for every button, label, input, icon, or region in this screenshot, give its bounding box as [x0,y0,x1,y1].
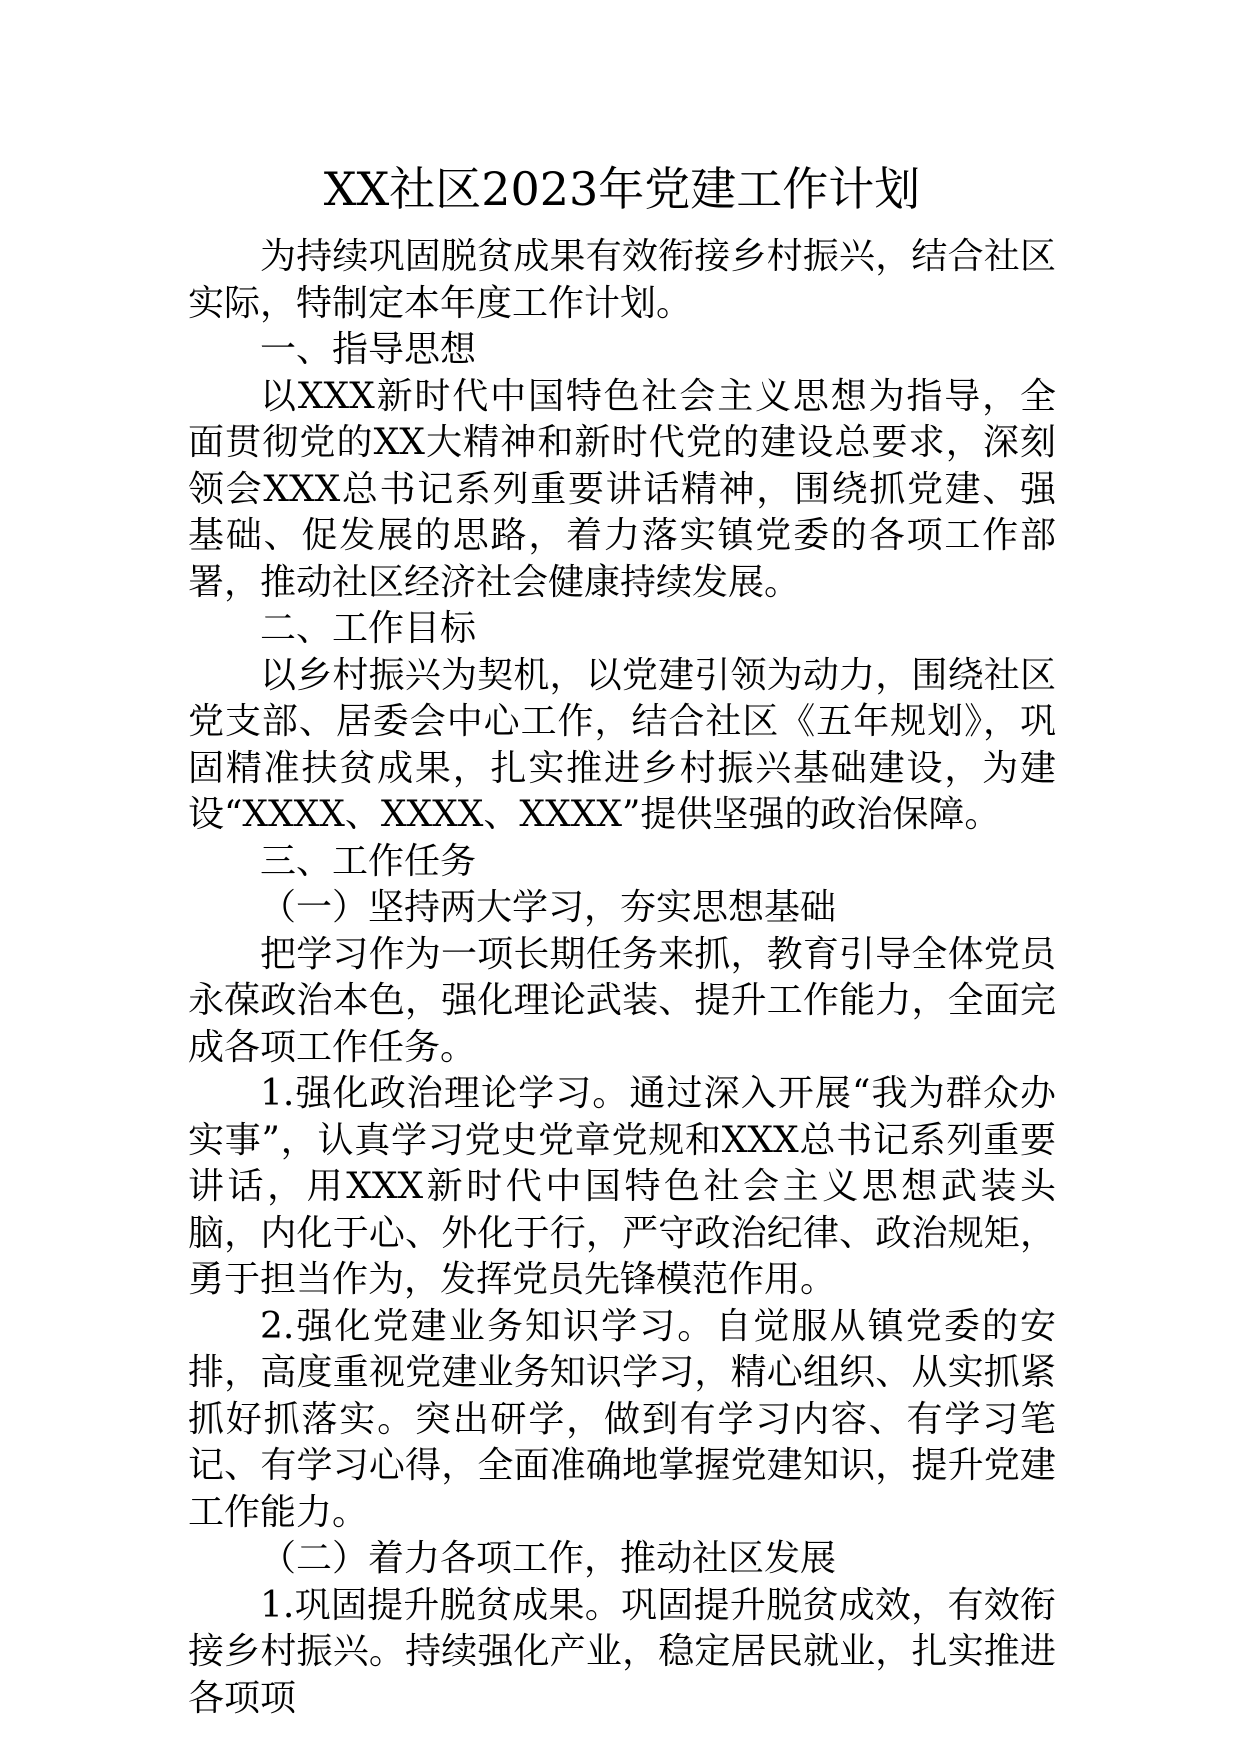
subsection-heading-study: （一）坚持两大学习，夯实思想基础 [260,887,837,928]
document-body [188,160,1056,1722]
document-title: XX社区2023年党建工作计划 [323,162,921,216]
political-theory-paragraph: 1.强化政治理论学习。通过深入开展“我为群众办实事”，认真学习党史党章党规和XXX总书记系列重要讲话，用XXX新时代中国特色社会主义思想武装头脑，内化于心、外化于行，严守政治纪律、政治规矩，勇于担当作为，发挥党员先锋模范作用。 [188,1073,1056,1300]
section-heading-guiding-ideology: 一、指导思想 [260,329,477,370]
section-heading-work-tasks: 三、工作任务 [260,840,477,882]
work-goals-paragraph: 以乡村振兴为契机，以党建引领为动力，围绕社区党支部、居委会中心工作，结合社区《五年规划》，巩固精准扶贫成果，扎实推进乡村振兴基础建设，为建设“XXXX、XXXX、XXXX”提供坚强的政治保障。 [188,654,1056,835]
intro-paragraph: 为持续巩固脱贫成果有效衔接乡村振兴，结合社区实际，特制定本年度工作计划。 [188,236,1056,324]
study-intro-paragraph: 把学习作为一项长期任务来抓，教育引导全体党员永葆政治本色，强化理论武装、提升工作能力，全面完成各项工作任务。 [188,933,1056,1068]
subsection-heading-development: （二）着力各项工作，推动社区发展 [260,1538,837,1579]
party-business-paragraph: 2.强化党建业务知识学习。自觉服从镇党委的安排，高度重视党建业务知识学习，精心组织、从实抓紧抓好抓落实。突出研学，做到有学习内容、有学习笔记、有学习心得，全面准确地掌握党建知识，提升党建工作能力。 [188,1305,1056,1533]
poverty-results-paragraph: 1.巩固提升脱贫成果。巩固提升脱贫成效，有效衔接乡村振兴。持续强化产业，稳定居民就业，扎实推进各项项 [188,1584,1056,1719]
guiding-ideology-paragraph: 以XXX新时代中国特色社会主义思想为指导，全面贯彻党的XX大精神和新时代党的建设总要求，深刻领会XXX总书记系列重要讲话精神，围绕抓党建、强基础、促发展的思路，着力落实镇党委的各项工作部署，推动社区经济社会健康持续发展。 [188,375,1056,603]
section-heading-work-goals: 二、工作目标 [260,608,477,649]
document-paragraphs [188,234,1056,1722]
